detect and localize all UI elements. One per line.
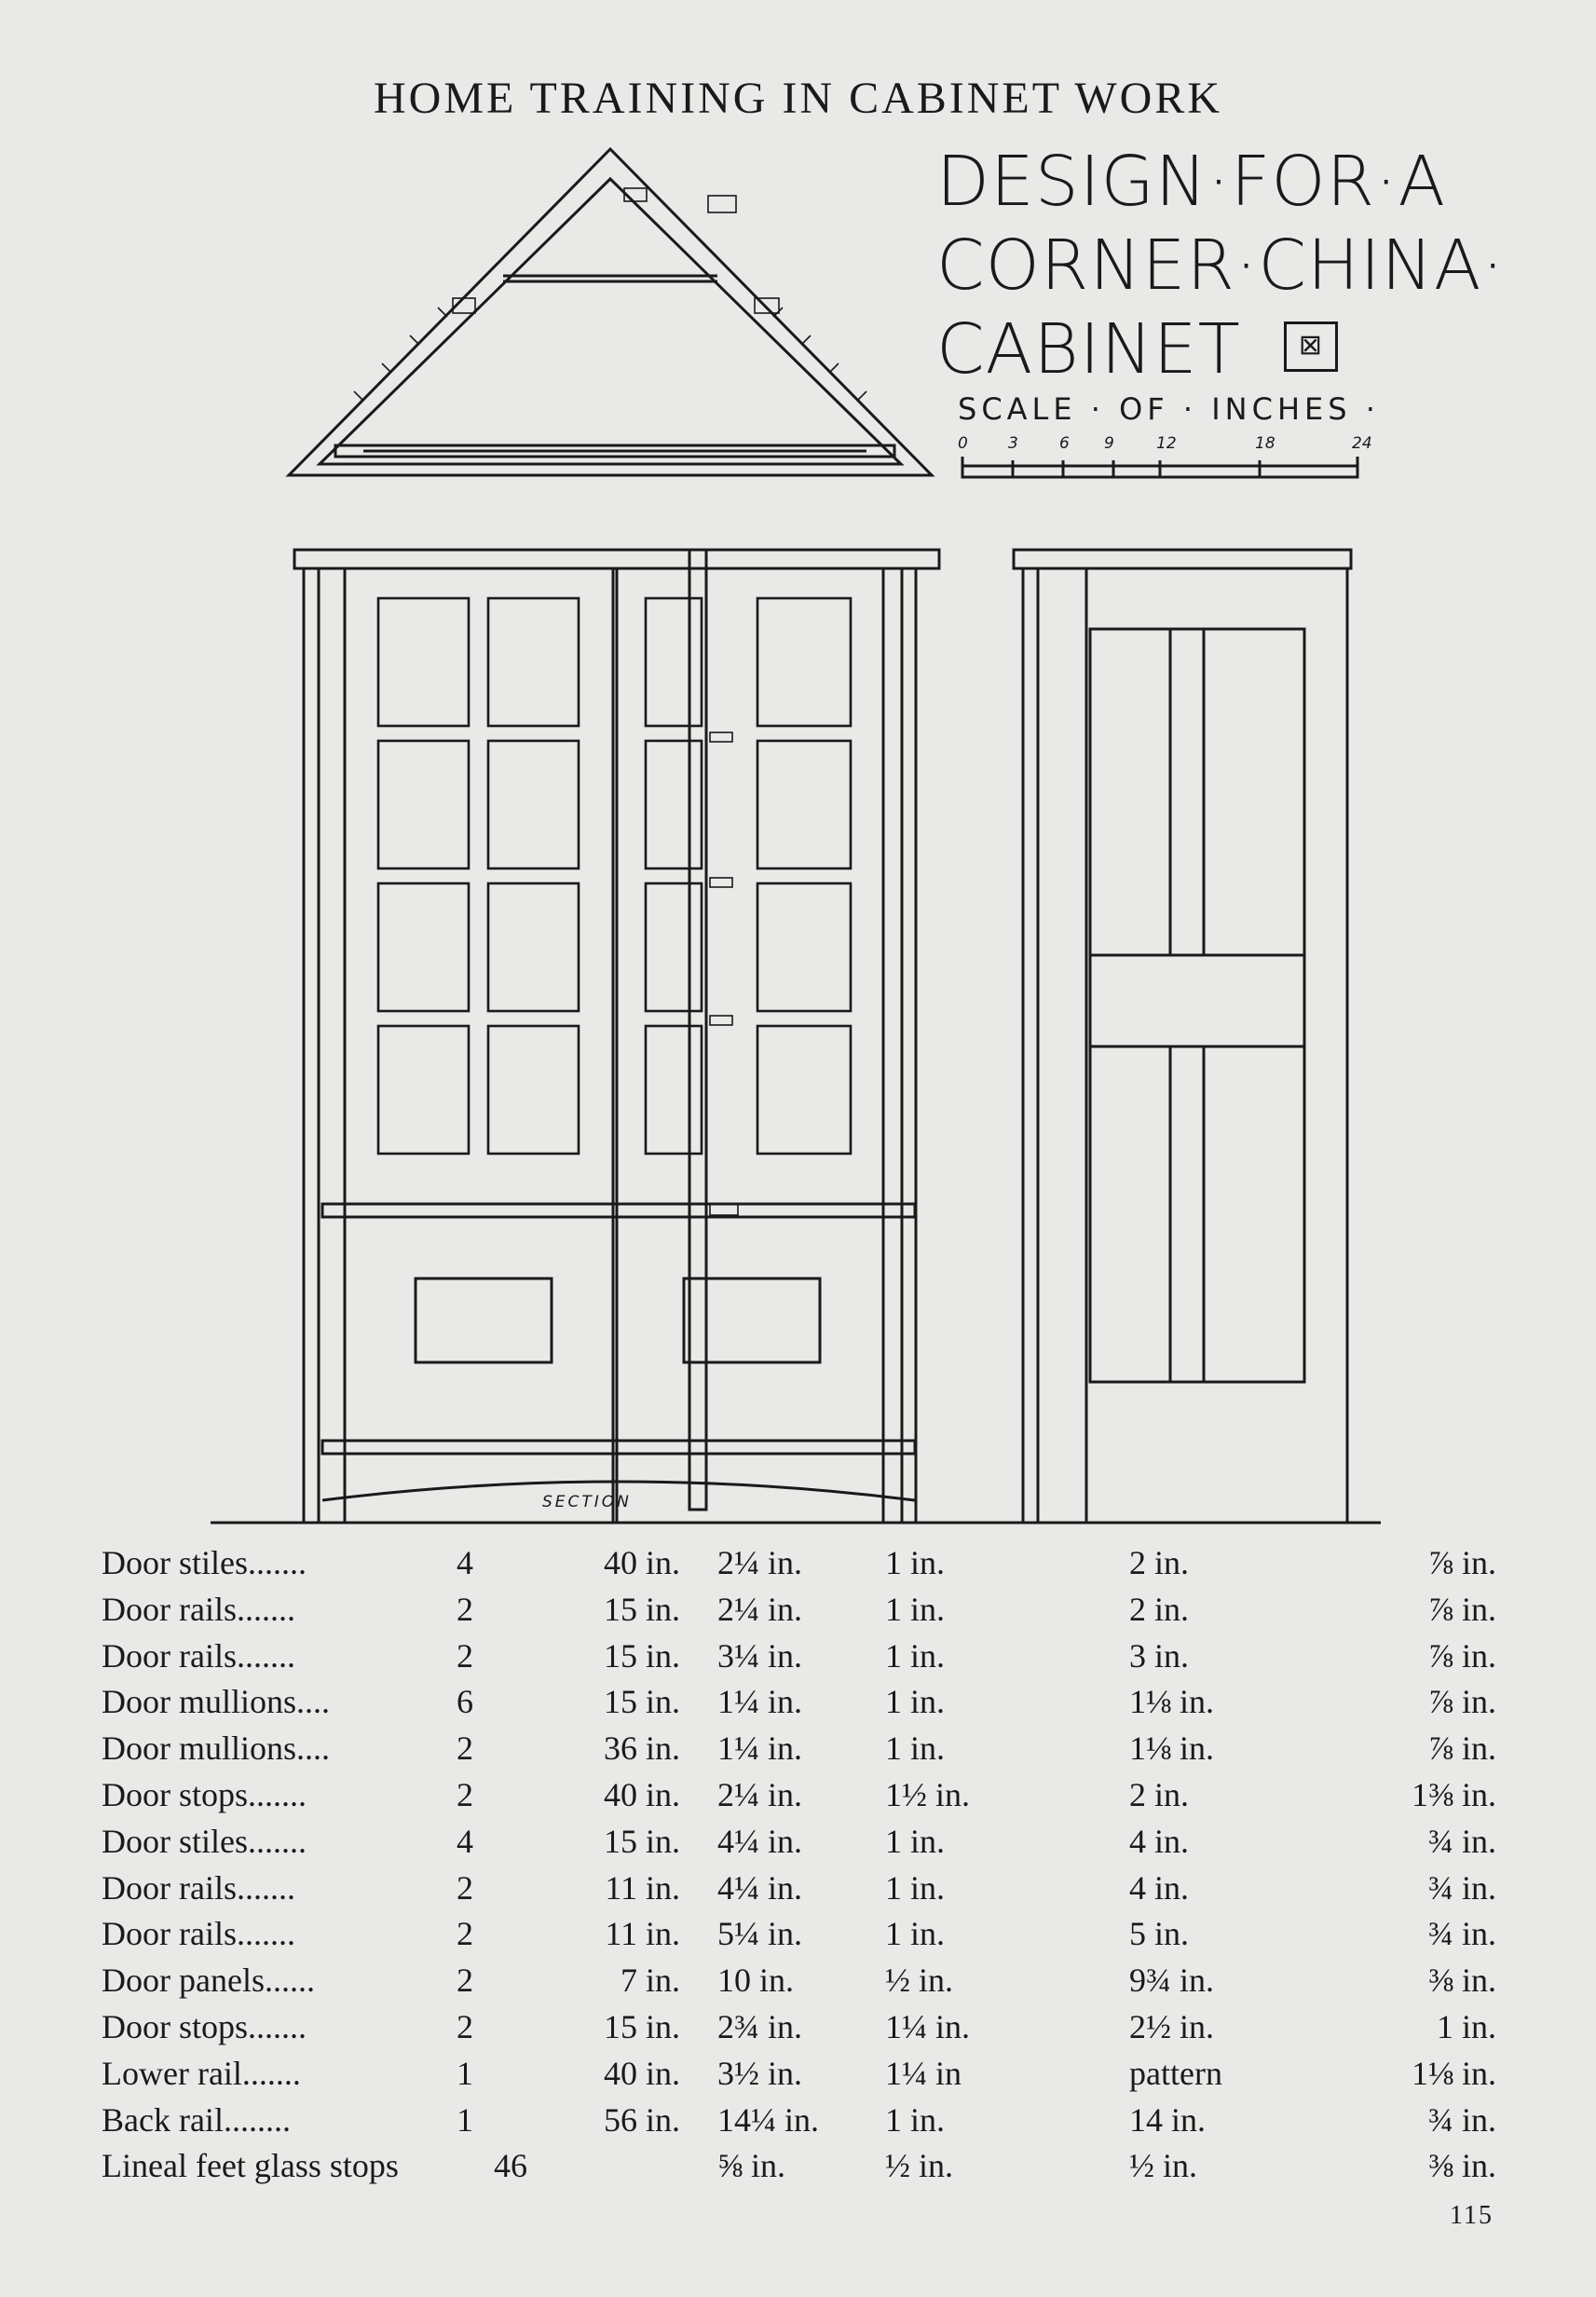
item-length: 40 in. <box>603 1544 680 1581</box>
item-length: 40 in. <box>603 1775 680 1813</box>
item-width: 2¼ in. <box>717 1775 803 1813</box>
item-width: 2¾ in. <box>717 2007 803 2045</box>
item-quantity: 1 <box>457 2054 473 2092</box>
item-finished-thickness: ¾ in. <box>1427 1868 1496 1907</box>
bom-row <box>0 1914 1596 1961</box>
item-finished-thickness: ⅜ in. <box>1427 1962 1496 2000</box>
item-name: Door stiles....... <box>102 1822 307 1860</box>
bom-row <box>0 1822 1596 1868</box>
design-title-line-1: DESIGN·FOR·A <box>936 142 1447 222</box>
side-elevation <box>1014 550 1351 1523</box>
item-finished-thickness: ⅞ in. <box>1427 1683 1496 1721</box>
design-title-line-2: CORNER·CHINA· <box>936 226 1506 306</box>
item-thickness: 1 in. <box>885 1868 946 1907</box>
scale-tick-label: 6 <box>1059 434 1070 453</box>
plan-view <box>289 149 932 475</box>
bom-row <box>0 1636 1596 1683</box>
item-name: Door stops....... <box>102 1775 307 1813</box>
item-quantity: 2 <box>457 1636 473 1675</box>
item-finished-width: 2 in. <box>1129 1544 1190 1581</box>
front-elevation <box>211 550 1381 1523</box>
item-thickness: 1 in. <box>885 1915 946 1953</box>
bom-row <box>0 2007 1596 2054</box>
item-finished-width: 1⅛ in. <box>1129 1730 1215 1768</box>
item-name: Back rail........ <box>102 2100 291 2139</box>
item-thickness: 1 in. <box>885 2100 946 2139</box>
item-finished-thickness: ¾ in. <box>1427 1822 1496 1860</box>
item-thickness: 1 in. <box>885 1730 946 1768</box>
item-quantity: 4 <box>457 1544 473 1581</box>
bom-row <box>0 1961 1596 2007</box>
item-width: 2¼ in. <box>717 1590 803 1628</box>
item-finished-thickness: ¾ in. <box>1427 2100 1496 2139</box>
item-finished-width: 2½ in. <box>1129 2007 1215 2045</box>
bom-row <box>0 1775 1596 1822</box>
bom-row <box>0 1682 1596 1729</box>
scale-tick-label: 24 <box>1352 434 1372 453</box>
item-finished-thickness: 1⅜ in. <box>1411 1775 1496 1813</box>
item-quantity: 46 <box>494 2147 527 2185</box>
item-finished-thickness: ¾ in. <box>1427 1915 1496 1953</box>
design-title-line-3-text: CABINET <box>936 309 1241 390</box>
item-width: 2¼ in. <box>717 1544 803 1581</box>
item-finished-width: 1⅛ in. <box>1129 1683 1215 1721</box>
item-width: 10 in. <box>717 1962 795 2000</box>
item-quantity: 2 <box>457 2007 473 2045</box>
item-name: Door panels...... <box>102 1962 315 2000</box>
page-number: 115 <box>1450 2201 1494 2230</box>
item-thickness: 1 in. <box>885 1590 946 1628</box>
item-quantity: 2 <box>457 1775 473 1813</box>
item-finished-thickness: 1 in. <box>1436 2007 1496 2045</box>
item-length: 36 in. <box>603 1730 680 1768</box>
item-quantity: 2 <box>457 1962 473 2000</box>
item-name: Door mullions.... <box>102 1730 331 1768</box>
item-name: Door stops....... <box>102 2007 307 2045</box>
bom-row <box>0 2146 1596 2193</box>
item-thickness: 1 in. <box>885 1544 946 1581</box>
item-finished-thickness: ⅞ in. <box>1427 1636 1496 1675</box>
item-quantity: 2 <box>457 1730 473 1768</box>
item-width: 14¼ in. <box>717 2100 820 2139</box>
item-finished-width: 2 in. <box>1129 1590 1190 1628</box>
scale-bar <box>962 457 1357 477</box>
item-width: 1¼ in. <box>717 1730 803 1768</box>
item-length: 15 in. <box>603 2007 680 2045</box>
item-length: 56 in. <box>603 2100 680 2139</box>
item-quantity: 6 <box>457 1683 473 1721</box>
item-finished-width: 2 in. <box>1129 1775 1190 1813</box>
item-quantity: 1 <box>457 2100 473 2139</box>
item-length: 11 in. <box>605 1868 680 1907</box>
item-name: Door rails....... <box>102 1636 295 1675</box>
monogram-mark-icon: ⊠ <box>1284 321 1338 372</box>
item-finished-width: pattern <box>1129 2054 1222 2092</box>
bom-row <box>0 1590 1596 1636</box>
item-length: 40 in. <box>603 2054 680 2092</box>
scale-tick-label: 9 <box>1104 434 1114 453</box>
scale-tick-label: 12 <box>1156 434 1177 453</box>
item-thickness: 1 in. <box>885 1683 946 1721</box>
item-name: Door rails....... <box>102 1915 295 1953</box>
bom-row <box>0 1729 1596 1775</box>
item-length: 15 in. <box>603 1590 680 1628</box>
item-thickness: 1 in. <box>885 1636 946 1675</box>
item-width: 4¼ in. <box>717 1822 803 1860</box>
scale-tick-label: 3 <box>1008 434 1018 453</box>
item-width: 3½ in. <box>717 2054 803 2092</box>
item-thickness: 1 in. <box>885 1822 946 1860</box>
item-finished-thickness: 1⅛ in. <box>1411 2054 1496 2092</box>
item-finished-width: 3 in. <box>1129 1636 1190 1675</box>
item-finished-width: 14 in. <box>1129 2100 1207 2139</box>
scale-tick-label: 0 <box>958 434 968 453</box>
item-width: ⅝ in. <box>717 2147 786 2185</box>
item-name: Door rails....... <box>102 1590 295 1628</box>
item-width: 1¼ in. <box>717 1683 803 1721</box>
item-thickness: 1¼ in. <box>885 2007 971 2045</box>
item-name: Door stiles....... <box>102 1544 307 1581</box>
item-length: 7 in. <box>620 1962 680 2000</box>
item-name: Door mullions.... <box>102 1683 331 1721</box>
item-name: Door rails....... <box>102 1868 295 1907</box>
item-length: 15 in. <box>603 1683 680 1721</box>
item-width: 5¼ in. <box>717 1915 803 1953</box>
item-thickness: ½ in. <box>885 1962 954 2000</box>
item-quantity: 2 <box>457 1915 473 1953</box>
item-thickness: ½ in. <box>885 2147 954 2185</box>
page-header: HOME TRAINING IN CABINET WORK <box>374 74 1222 123</box>
item-finished-thickness: ⅜ in. <box>1427 2147 1496 2185</box>
item-length: 15 in. <box>603 1636 680 1675</box>
item-name: Lineal feet glass stops <box>102 2147 399 2185</box>
bom-row <box>0 2054 1596 2100</box>
bom-row <box>0 1543 1596 1590</box>
item-quantity: 4 <box>457 1822 473 1860</box>
item-finished-width: 5 in. <box>1129 1915 1190 1953</box>
item-quantity: 2 <box>457 1590 473 1628</box>
item-thickness: 1½ in. <box>885 1775 971 1813</box>
bom-row <box>0 1868 1596 1915</box>
item-name: Lower rail....... <box>102 2054 301 2092</box>
item-finished-thickness: ⅞ in. <box>1427 1730 1496 1768</box>
item-finished-width: 4 in. <box>1129 1868 1190 1907</box>
bill-of-materials <box>0 1543 1596 2193</box>
item-finished-width: 4 in. <box>1129 1822 1190 1860</box>
item-length: 11 in. <box>605 1915 680 1953</box>
item-thickness: 1¼ in <box>885 2054 962 2092</box>
item-finished-width: ½ in. <box>1129 2147 1198 2185</box>
bom-row <box>0 2100 1596 2147</box>
item-finished-thickness: ⅞ in. <box>1427 1544 1496 1581</box>
item-length: 15 in. <box>603 1822 680 1860</box>
scale-title: SCALE · OF · INCHES · <box>958 391 1380 427</box>
section-label: SECTION <box>542 1493 632 1511</box>
item-quantity: 2 <box>457 1868 473 1907</box>
item-finished-thickness: ⅞ in. <box>1427 1590 1496 1628</box>
scale-tick-label: 18 <box>1255 434 1275 453</box>
item-finished-width: 9¾ in. <box>1129 1962 1215 2000</box>
item-width: 4¼ in. <box>717 1868 803 1907</box>
item-width: 3¼ in. <box>717 1636 803 1675</box>
